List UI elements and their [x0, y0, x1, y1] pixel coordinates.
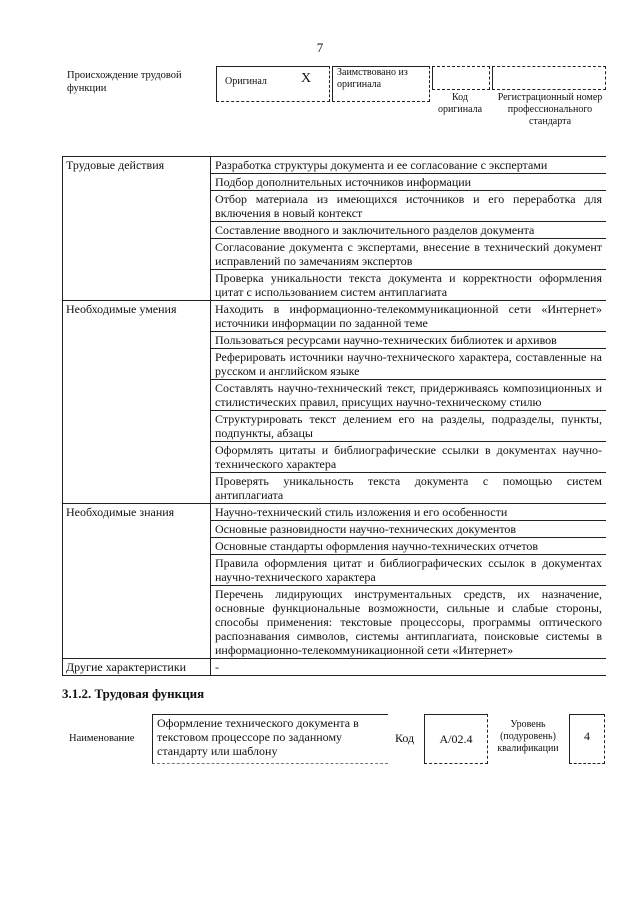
section-title: 3.1.2. Трудовая функция	[62, 686, 205, 701]
table-cell: Научно-технический стиль изложения и его особенности	[211, 504, 607, 521]
table-cell: Перечень лидирующих инструментальных средств, их назначение, основные функциональные возможности, сильные и слабые стороны, способы применения: текстовые процессоры, программы оптического распознавания символов, системы антиплагиата, поисковые системы в информационно-телекоммуникационной сети «Интернет»	[211, 586, 607, 659]
category-required-knowledge: Необходимые знания	[63, 504, 211, 659]
table-cell: -	[211, 659, 607, 676]
qualification-level-label: Уровень (подуровень) квалификации	[497, 719, 559, 754]
table-cell: Правила оформления цитат и библиографических ссылок в документах научно-технического характера	[211, 555, 607, 586]
qualification-level-value: 4	[569, 714, 605, 764]
table-cell: Проверка уникальности текста документа и корректности оформления цитат с использованием систем антиплагиата	[211, 270, 607, 301]
origin-label: Происхождение трудовой функции	[67, 70, 182, 94]
table-cell: Основные разновидности научно-технических документов	[211, 521, 607, 538]
category-required-skills: Необходимые умения	[63, 301, 211, 504]
function-name-label: Наименование	[69, 733, 135, 744]
function-code-label: Код	[395, 731, 415, 745]
code-original-caption: Код оригинала	[437, 92, 483, 115]
table-row	[63, 157, 607, 174]
original-text: Оригинал	[225, 76, 267, 87]
code-original-cell	[432, 66, 490, 90]
table-row	[63, 504, 607, 521]
table-cell: Разработка структуры документа и ее согласование с экспертами	[211, 157, 607, 174]
table-cell: Составление вводного и заключительного разделов документа	[211, 222, 607, 239]
function-code-value: A/02.4	[424, 714, 488, 764]
table-cell: Оформлять цитаты и библиографические ссылки в документах научно-технического характера	[211, 442, 607, 473]
table-cell: Находить в информационно-телекоммуникационной сети «Интернет» источники информации по заданной теме	[211, 301, 607, 332]
table-cell: Реферировать источники научно-технического характера, составленные на русском и английском языке	[211, 349, 607, 380]
table-cell: Подбор дополнительных источников информации	[211, 174, 607, 191]
registration-number-cell	[492, 66, 606, 90]
table-cell: Отбор материала из имеющихся источников и его переработка для включения в новый контекст	[211, 191, 607, 222]
registration-number-caption: Регистрационный номер профессионального стандарта	[497, 92, 603, 127]
table-cell: Составлять научно-технический текст, придерживаясь композиционных и стилистических правил, присущих научно-техническому стилю	[211, 380, 607, 411]
function-name-value: Оформление технического документа в текстовом процессоре по заданному стандарту или шаблону	[152, 714, 388, 764]
table-cell: Структурировать текст делением его на разделы, подразделы, пункты, подпункты, абзацы	[211, 411, 607, 442]
table-cell: Согласование документа с экспертами, внесение в технический документ исправлений по замечаниям экспертов	[211, 239, 607, 270]
table-row	[63, 301, 607, 332]
labor-function-table	[62, 156, 606, 676]
borrowed-text: Заимствовано из оригинала	[337, 67, 408, 90]
table-cell: Основные стандарты оформления научно-технических отчетов	[211, 538, 607, 555]
original-mark: X	[301, 71, 312, 86]
table-cell: Пользоваться ресурсами научно-технических библиотек и архивов	[211, 332, 607, 349]
table-cell: Проверять уникальность текста документа с помощью систем антиплагиата	[211, 473, 607, 504]
page-number: 7	[316, 40, 324, 55]
category-other-characteristics: Другие характеристики	[63, 659, 211, 676]
table-row	[63, 659, 607, 676]
category-labor-actions: Трудовые действия	[63, 157, 211, 301]
